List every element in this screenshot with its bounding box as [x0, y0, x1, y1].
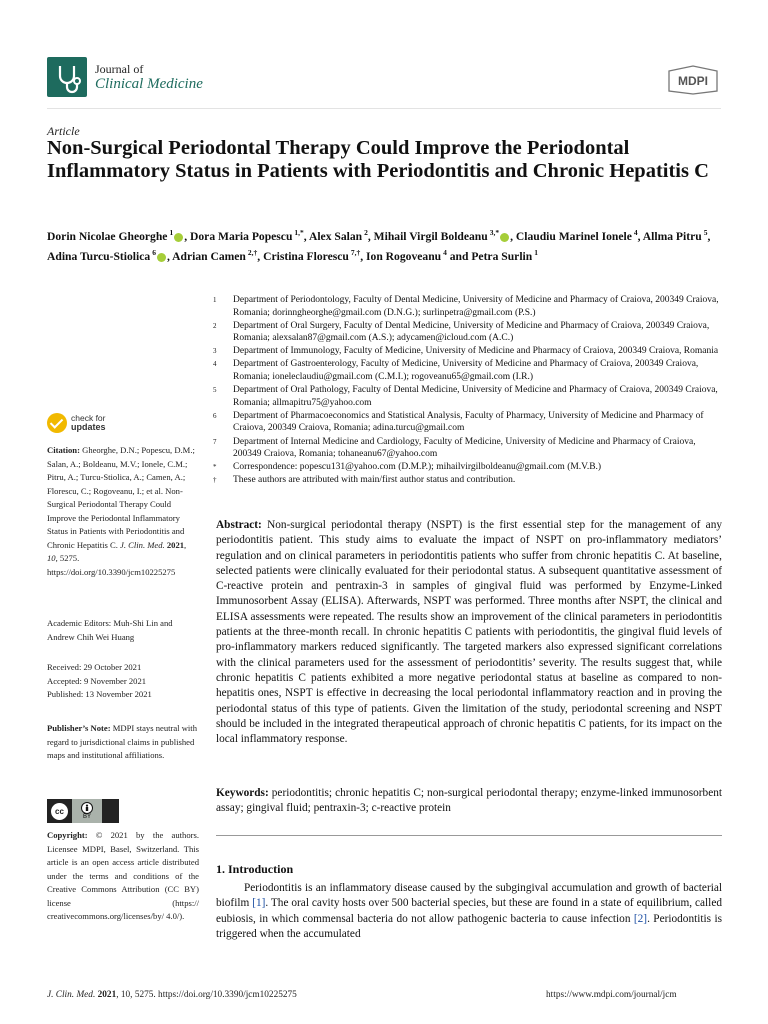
- academic-editors: Academic Editors: Muh-Shi Lin and Andrew Chih Wei Huang: [47, 618, 173, 642]
- author-separator: ,: [707, 229, 711, 243]
- keywords-text: periodontitis; chronic hepatitis C; non-surgical periodontal therapy; enzyme-linked immunosorbent assay; gingival fluid; pentraxin-3; c-reactive protein: [216, 787, 723, 815]
- published-date: Published: 13 November 2021: [47, 689, 152, 699]
- affiliation-item: [213, 358, 723, 383]
- affiliation-item: [213, 384, 723, 409]
- footer-journal: J. Clin. Med.: [47, 990, 96, 1000]
- author-affiliation-mark: 4: [633, 228, 638, 237]
- affiliation-text: Department of Oral Surgery, Faculty of Dental Medicine, University of Medicine and Pharmacy of Craiova, 200349 Craiova, Romania; alexsalan87@gmail.com (A.S.); adycamen@icloud.com (A.C.): [233, 320, 710, 344]
- affiliation-item: [213, 461, 723, 474]
- author-separator: ,: [257, 249, 261, 263]
- author-separator: ,: [510, 229, 513, 243]
- affiliation-mark: 6: [213, 411, 217, 420]
- orcid-icon[interactable]: [174, 233, 183, 242]
- author-name[interactable]: Cristina Florescu: [263, 249, 349, 263]
- affiliation-item: [213, 320, 723, 345]
- affiliation-mark: 2: [213, 321, 217, 330]
- mdpi-logo-text: MDPI: [678, 74, 708, 88]
- cc-icon: cc: [51, 803, 68, 820]
- author-separator: ,: [166, 249, 170, 263]
- publication-dates: [47, 661, 199, 702]
- affiliation-mark: 7: [213, 437, 217, 446]
- affiliation-text: These authors are attributed with main/first author status and contribution.: [233, 475, 516, 486]
- author-name[interactable]: Dorin Nicolae Gheorghe: [47, 229, 168, 243]
- author-affiliation-mark: 4: [443, 247, 447, 257]
- intro-text-3: . Periodontitis is triggered when the accumulated: [216, 912, 722, 940]
- author-affiliation-mark: 3,*: [489, 228, 500, 237]
- author-affiliation-mark: 1,*: [294, 228, 304, 237]
- check-updates-line2: updates: [71, 422, 106, 432]
- author-affiliation-mark: 2,†: [247, 247, 258, 257]
- citation-text: Gheorghe, D.N.; Popescu, D.M.; Salan, A.; Boldeanu, M.V.; Ionele, C.M.; Pitru, A.; Turcu-Stiolica, A.; Camen, A.; Florescu, C.; Rogoveanu, I.; et al. Non-Surgical Periodontal Therapy Could Improve the Periodontal Inflammatory Status in Patients with Periodontitis and Chronic Hepatitis C.: [47, 445, 195, 550]
- author-name[interactable]: Ion Rogoveanu: [366, 249, 442, 263]
- citation-volume: 10: [47, 553, 56, 563]
- author-name[interactable]: Mihail Virgil Boldeanu: [373, 229, 488, 243]
- cc-by-label: BY: [82, 814, 91, 820]
- article-title: Non-Surgical Periodontal Therapy Could Improve the Periodontal Inflammatory Status in Patients with Periodontitis and Chronic Hepatitis C: [47, 137, 709, 182]
- copyright-label: Copyright:: [47, 830, 88, 840]
- citation-block: Citation: Gheorghe, D.N.; Popescu, D.M.; Salan, A.; Boldeanu, M.V.; Ionele, C.M.; Pitru, A.; Turcu-Stiolica, A.; Camen, A.; Florescu, C.; Rogoveanu, I.; et al. Non-Surgical Periodontal Therapy Could Improve the Periodontal Inflammatory Status in Patients with Periodontitis and Chronic Hepatitis C. J. Clin. Med. 2021, 10, 5275. https://doi.org/10.3390/jcm10225275: [47, 445, 195, 577]
- author-separator: ,: [360, 249, 364, 263]
- affiliation-item: [213, 474, 723, 487]
- affiliation-text: Department of Gastroenterology, Faculty of Medicine, University of Medicine and Pharmacy of Craiova, 200349 Craiova, Romania; ioneleclaudiu@gmail.com (C.M.I.); rogoveanu65@gmail.com (I.R.): [233, 359, 699, 383]
- author-separator: ,: [303, 229, 307, 243]
- affiliation-text: Department of Oral Pathology, Faculty of Dental Medicine, University of Medicine and Pharmacy of Craiova, 200349 Craiova, Romania; allmapitru75@yahoo.com: [233, 385, 718, 408]
- journal-logo-icon: [47, 57, 87, 97]
- publisher-note: [47, 722, 199, 763]
- author-separator: ,: [184, 229, 188, 243]
- mdpi-logo[interactable]: [665, 65, 721, 100]
- reference-link-2[interactable]: [2]: [633, 912, 648, 925]
- reference-link-1[interactable]: [1]: [252, 897, 266, 910]
- orcid-icon[interactable]: [157, 253, 166, 262]
- journal-of-label: Journal of: [95, 62, 144, 76]
- author-list: [47, 225, 737, 265]
- author-name[interactable]: Adrian Camen: [172, 249, 246, 263]
- article-type: Article: [47, 124, 80, 138]
- affiliation-mark: 5: [213, 386, 217, 395]
- affiliation-text: Department of Periodontology, Faculty of Dental Medicine, University of Medicine and Pharmacy of Craiova, 200349 Craiova, Romania; dorinngheorghe@gmail.com (D.N.G.); surlinpetra@gmail.com (P.S.): [233, 295, 719, 318]
- citation-doi[interactable]: , 5275. https://doi.org/10.3390/jcm10225275: [47, 553, 176, 577]
- check-updates-line1: check for: [71, 413, 106, 423]
- section-divider: [216, 835, 722, 836]
- orcid-icon[interactable]: [500, 233, 509, 242]
- publisher-note-label: Publisher’s Note:: [47, 723, 111, 733]
- footer-doi[interactable]: , 10, 5275. https://doi.org/10.3390/jcm10225275: [116, 990, 297, 1000]
- author-separator: and: [446, 249, 469, 263]
- affiliation-mark: *: [213, 463, 217, 472]
- footer-year: 2021: [97, 990, 117, 1000]
- attribution-person-icon: [81, 802, 93, 814]
- affiliation-item: [213, 345, 723, 358]
- author-affiliation-mark: 1: [169, 228, 174, 237]
- abstract-label: Abstract:: [216, 519, 262, 531]
- citation-year: 2021: [166, 539, 185, 550]
- affiliation-mark: 4: [213, 360, 217, 369]
- author-affiliation-mark: 6: [152, 247, 156, 257]
- check-for-updates-badge[interactable]: [47, 413, 106, 433]
- citation-label: Citation:: [47, 445, 80, 455]
- author-name[interactable]: Adina Turcu-Stiolica: [47, 249, 151, 263]
- author-separator: ,: [637, 229, 641, 243]
- author-name[interactable]: Petra Surlin: [471, 249, 533, 263]
- header-divider: [47, 108, 721, 109]
- copyright-notice: [47, 829, 199, 924]
- journal-name: Clinical Medicine: [95, 76, 203, 92]
- footer-journal-url[interactable]: https://www.mdpi.com/journal/jcm: [546, 990, 677, 1000]
- introduction-paragraph: [216, 881, 722, 942]
- publisher-note-text: MDPI stays neutral with regard to jurisdictional claims in published maps and institutional affiliations.: [47, 723, 197, 760]
- affiliation-text: Department of Immunology, Faculty of Medicine, University of Medicine and Pharmacy of Craiova, 200349 Craiova, Romania: [233, 346, 719, 357]
- author-name[interactable]: Alex Salan: [308, 229, 363, 243]
- author-affiliation-mark: 2: [364, 228, 368, 237]
- keywords: [216, 786, 722, 817]
- introduction-heading: 1. Introduction: [216, 862, 294, 876]
- intro-text-2: . The oral cavity hosts over 500 bacterial species, but these are found in a state of equilibrium, called eubiosis, in which commensal bacteria do not allow pathogenic bacteria to cause infection: [216, 897, 722, 925]
- author-affiliation-mark: 7,†: [350, 247, 361, 257]
- affiliation-text: Correspondence: popescu131@yahoo.com (D.M.P.); mihailvirgilboldeanu@gmail.com (M.V.B.): [233, 462, 602, 473]
- received-date: Received: 29 October 2021: [47, 662, 142, 672]
- affiliation-mark: †: [213, 476, 217, 485]
- author-name[interactable]: Claudiu Marinel Ionele: [515, 229, 632, 243]
- abstract: [216, 518, 722, 747]
- intro-text-1: Periodontitis is an inflammatory disease caused by the subgingival accumulation and growth of bacterial biofilm: [216, 882, 722, 910]
- affiliation-item: [213, 410, 723, 435]
- affiliation-mark: 1: [213, 296, 217, 304]
- author-separator: ,: [367, 229, 371, 243]
- cc-by-license-icon[interactable]: [47, 799, 119, 823]
- author-affiliation-mark: 5: [703, 228, 708, 237]
- affiliation-mark: 3: [213, 347, 217, 356]
- citation-journal: J. Clin. Med.: [120, 539, 165, 550]
- accepted-date: Accepted: 9 November 2021: [47, 675, 147, 686]
- check-icon: [47, 413, 67, 433]
- author-name[interactable]: Allma Pitru: [642, 229, 702, 243]
- author-name[interactable]: Dora Maria Popescu: [190, 229, 293, 243]
- affiliations: [213, 294, 723, 487]
- copyright-text: © 2021 by the authors. Licensee MDPI, Basel, Switzerland. This article is an open access article distributed under the terms and conditions of the Creative Commons Attribution (CC BY) license (https:// creativecommons.org/licenses/by/ 4.0/).: [47, 830, 199, 921]
- abstract-text: Non-surgical periodontal therapy (NSPT) is the first essential step for the management of any periodontitis patient. This study aims to evaluate the impact of NSPT on pro-inflammatory mediators’ regulation and on clinical parameters in periodontitis patients who suffer from chronic hepatitis C. At baseline, selected patients were clinically evaluated for their periodontal status. A subsequent quantitative assessment of C-reactive protein and pentraxin-3 in samples of gingival fluid was performed by Enzyme-Linked Immunosorbent Assay (ELISA). Afterwards, NSPT was performed. Three months after NSPT, the clinical and ELISA assessments were repeated. The results show an improvement of the clinical parameters in periodontitis patients at the three-month recall. In chronic hepatitis C patients with periodontitis, the gingival fluid levels of pro-inflammatory markers reduced significantly. The targeted markers also expressed significant correlations with the clinical parameters used for the assessment of periodontitis’ severity. The results suggest that, while chronic hepatitis C patients exhibited a more negative periodontal status at baseline as compared to non-hepatitis ones, NSPT is effective in decreasing the local periodontal inflammatory reaction and in proving the periodontal status of this type of patients. Given the limitation of the study, periodontal screening and NSPT should be included in the integrated therapeutical approach of chronic hepatitis C patients, for its impact on the local inflammatory response.: [216, 519, 722, 746]
- affiliation-item: [213, 294, 723, 319]
- keywords-label: Keywords:: [216, 787, 269, 799]
- affiliation-text: Department of Internal Medicine and Cardiology, Faculty of Medicine, University of Medicine and Pharmacy of Craiova, 200349 Craiova, Romania; tohaneanu67@yahoo.com: [233, 436, 696, 460]
- affiliation-item: [213, 436, 723, 461]
- author-affiliation-mark: 1: [534, 247, 538, 257]
- footer-citation: [47, 990, 297, 1000]
- affiliation-text: Department of Pharmacoeconomics and Statistical Analysis, Faculty of Pharmacy, University of Medicine and Pharmacy of Craiova, 200349 Craiova, Romania; adina.turcu@gmail.com: [233, 410, 704, 434]
